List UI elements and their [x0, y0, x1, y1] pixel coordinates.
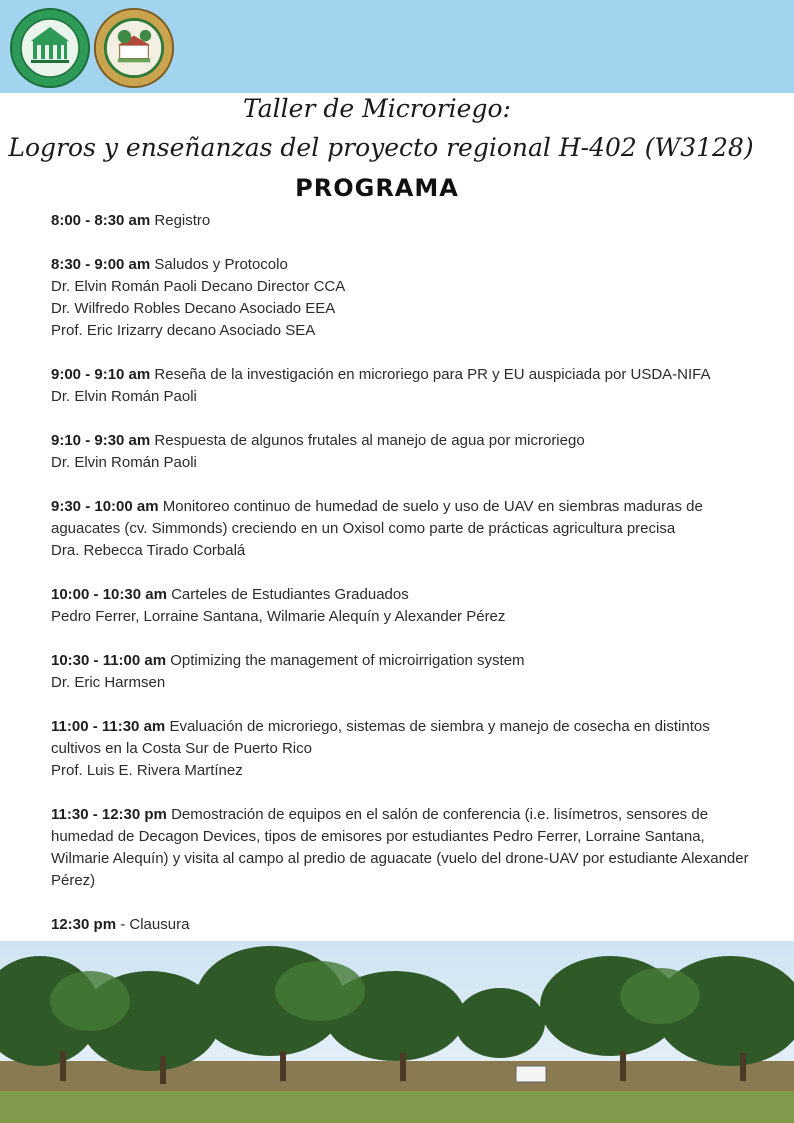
schedule-time: 12:30 pm	[51, 916, 117, 933]
program-heading: PROGRAMA	[295, 174, 459, 202]
speaker-line: Dr. Wilfredo Robles Decano Asociado EEA	[51, 300, 336, 317]
workshop-title: Taller de Microriego:	[243, 94, 511, 123]
schedule-item	[51, 804, 763, 892]
speaker-line: Prof. Eric Irizarry decano Asociado SEA	[51, 322, 316, 339]
schedule-topic: Demostración de equipos en el salón de conferencia (i.e. lisímetros, sensores de humedad de Decagon Devices, tipos de emisores por estudiantes Pedro Ferrer, Lorraine Santana, Wilmarie Alequín) y visita al campo al predio de aguacate (vuelo del drone-UAV por estudiante Alexander Pérez)	[51, 806, 749, 889]
schedule-item	[51, 210, 763, 232]
experiment-station-seal-logo	[93, 5, 175, 91]
schedule-topic: Reseña de la investigación en microriego para PR y EU auspiciada por USDA-NIFA	[154, 366, 711, 383]
program-schedule	[51, 210, 763, 958]
schedule-item	[51, 584, 763, 628]
university-seal-logo	[9, 5, 91, 91]
schedule-item	[51, 364, 763, 408]
schedule-topic: Optimizing the management of microirrigation system	[170, 652, 525, 669]
schedule-time: 10:00 - 10:30 am	[51, 586, 167, 603]
schedule-time: 11:00 - 11:30 am	[51, 718, 166, 735]
header-banner	[0, 0, 794, 93]
schedule-time: 8:30 - 9:00 am	[51, 256, 151, 273]
schedule-topic: Evaluación de microriego, sistemas de siembra y manejo de cosecha en distintos cultivos en la Costa Sur de Puerto Rico	[51, 718, 710, 757]
schedule-item	[51, 496, 763, 562]
schedule-time: 9:00 - 9:10 am	[51, 366, 151, 383]
speaker-line: Dr. Elvin Román Paoli	[51, 388, 197, 405]
schedule-time: 8:00 - 8:30 am	[51, 212, 151, 229]
schedule-item	[51, 716, 763, 782]
schedule-time: 11:30 - 12:30 pm	[51, 806, 167, 823]
schedule-topic: Registro	[154, 212, 211, 229]
speaker-line: Dr. Eric Harmsen	[51, 674, 166, 691]
workshop-subtitle: Logros y enseñanzas del proyecto regional H-402 (W3128)	[8, 133, 754, 162]
schedule-item	[51, 650, 763, 694]
schedule-item	[51, 914, 763, 936]
schedule-time: 9:10 - 9:30 am	[51, 432, 151, 449]
schedule-item	[51, 430, 763, 474]
schedule-time: 10:30 - 11:00 am	[51, 652, 167, 669]
schedule-item	[51, 254, 763, 342]
schedule-topic: Saludos y Protocolo	[154, 256, 288, 273]
speaker-line: Dra. Rebecca Tirado Corbalá	[51, 542, 246, 559]
schedule-time: 9:30 - 10:00 am	[51, 498, 159, 515]
schedule-topic: Carteles de Estudiantes Graduados	[171, 586, 409, 603]
schedule-topic: Respuesta de algunos frutales al manejo de agua por microriego	[154, 432, 585, 449]
speaker-line: Dr. Elvin Román Paoli Decano Director CCA	[51, 278, 346, 295]
speaker-line: Dr. Elvin Román Paoli	[51, 454, 197, 471]
avocado-orchard-photo	[0, 941, 794, 1123]
schedule-topic: - Clausura	[120, 916, 190, 933]
speaker-line: Pedro Ferrer, Lorraine Santana, Wilmarie Alequín y Alexander Pérez	[51, 608, 506, 625]
speaker-line: Prof. Luis E. Rivera Martínez	[51, 762, 243, 779]
schedule-topic: Monitoreo continuo de humedad de suelo y uso de UAV en siembras maduras de aguacates (cv. Simmonds) creciendo en un Oxisol como parte de prácticas agricultura precisa	[51, 498, 703, 537]
